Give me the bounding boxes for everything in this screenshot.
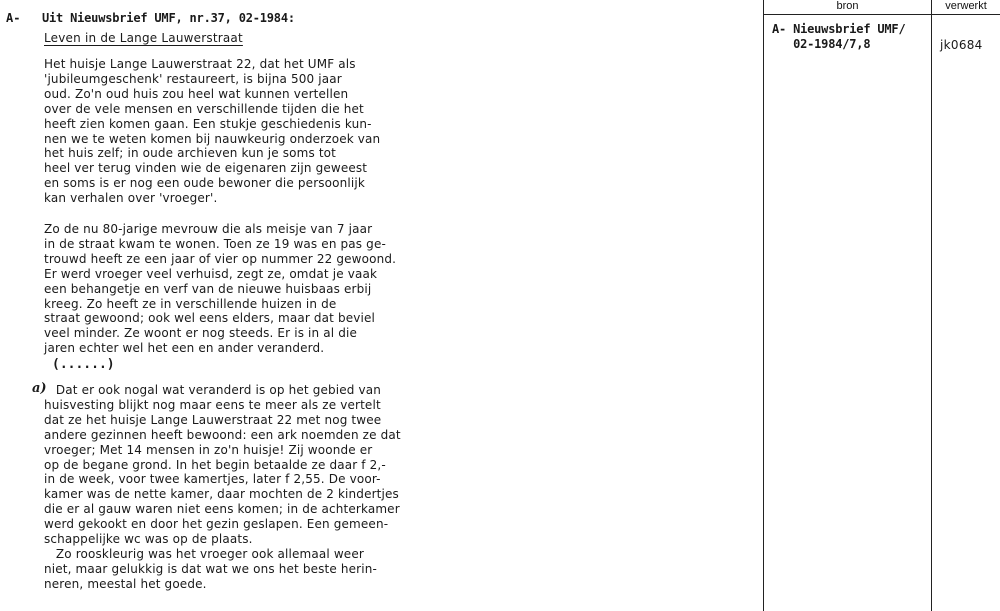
omission-ellipsis: (......) [52,357,115,372]
margin-annotation: a) [32,381,47,396]
bron-line: 02-1984/7,8 [772,37,871,51]
column-header-bron: bron [836,0,859,12]
column-divider-verwerkt [931,0,932,611]
paragraph-3 [44,383,401,592]
text-line: in de straat kwam te wonen. Toen ze 19 was en pas ge- [44,236,386,251]
text-line: in de week, voor twee kamertjes, later f 2,55. De voor- [44,472,381,487]
text-line: heel ver terug vinden wie de eigenaren zijn geweest [44,161,368,176]
text-line: schappelijke wc was op de plaats. [44,532,253,547]
text-line: oud. Zo'n oud huis zou heel wat kunnen vertellen [44,86,349,101]
text-line: een behangetje en verf van de nieuwe huisbaas erbij [44,281,372,296]
text-line: en soms is er nog een oude bewoner die persoonlijk [44,176,365,191]
text-line: Dat er ook nogal wat veranderd is op het gebied van [44,383,382,397]
text-line: Zo de nu 80-jarige mevrouw die als meisje van 7 jaar [44,222,373,236]
text-line: het huis zelf; in oude archieven kun je soms tot [44,146,337,161]
text-line: over de vele mensen en verschillende tijden die het [44,101,364,116]
text-line: 'jubileumgeschenk' restaureert, is bijna 500 jaar [44,71,342,86]
paragraph-2 [44,222,396,356]
text-line: kan verhalen over 'vroeger'. [44,191,218,206]
text-line: huisvesting blijkt nog maar eens te meer als ze vertelt [44,397,381,412]
text-line: werd gekookt en door het gezin geslapen. Een gemeen- [44,517,389,532]
text-line: veel minder. Ze woont er nog steeds. Er is in al die [44,326,357,341]
entry-heading: Uit Nieuwsbrief UMF, nr.37, 02-1984: [42,11,295,25]
text-line: vroeger; Met 14 mensen in zo'n huisje! Zij woonde er [44,442,373,457]
text-line: op de begane grond. In het begin betaalde ze daar f 2,- [44,457,386,472]
text-line: jaren echter wel het een en ander veranderd. [44,341,325,356]
text-line: dat ze het huisje Lange Lauwerstraat 22 met nog twee [44,412,382,427]
text-line: Zo rooskleurig was het vroeger ook allemaal weer [44,546,364,561]
text-line: Het huisje Lange Lauwerstraat 22, dat het UMF als [44,57,356,71]
text-line: kamer was de nette kamer, daar mochten de 2 kindertjes [44,487,399,502]
bron-line: A- Nieuwsbrief UMF/ [772,22,906,36]
text-line: neren, meestal het goede. [44,576,207,591]
text-line: andere gezinnen heeft bewoond: een ark noemden ze dat [44,427,401,442]
text-line: die er al gauw waren niet eens komen; in de achterkamer [44,502,400,517]
paragraph-1 [44,57,380,206]
text-line: trouwd heeft ze een jaar of vier op nummer 22 gewoond. [44,251,397,266]
column-header-verwerkt: verwerkt [945,0,987,12]
text-line: straat gewoond; ook wel eens elders, maar dat beviel [44,311,376,326]
column-divider-bron [763,0,764,611]
text-line: Er werd vroeger veel verhuisd, zegt ze, omdat je vaak [44,266,378,281]
verwerkt-code: jk0684 [940,38,983,52]
entry-marker: A- [6,11,21,25]
text-line: niet, maar gelukkig is dat wat we ons het beste herin- [44,561,377,576]
article-title: Leven in de Lange Lauwerstraat [44,31,243,45]
text-line: heeft zien komen gaan. Een stukje geschiedenis kun- [44,116,372,131]
header-rule [763,14,1000,15]
text-line: kreeg. Zo heeft ze in verschillende huizen in de [44,296,337,311]
bron-entry [772,22,905,52]
text-line: nen we te weten komen bij nauwkeurig onderzoek van [44,131,381,146]
